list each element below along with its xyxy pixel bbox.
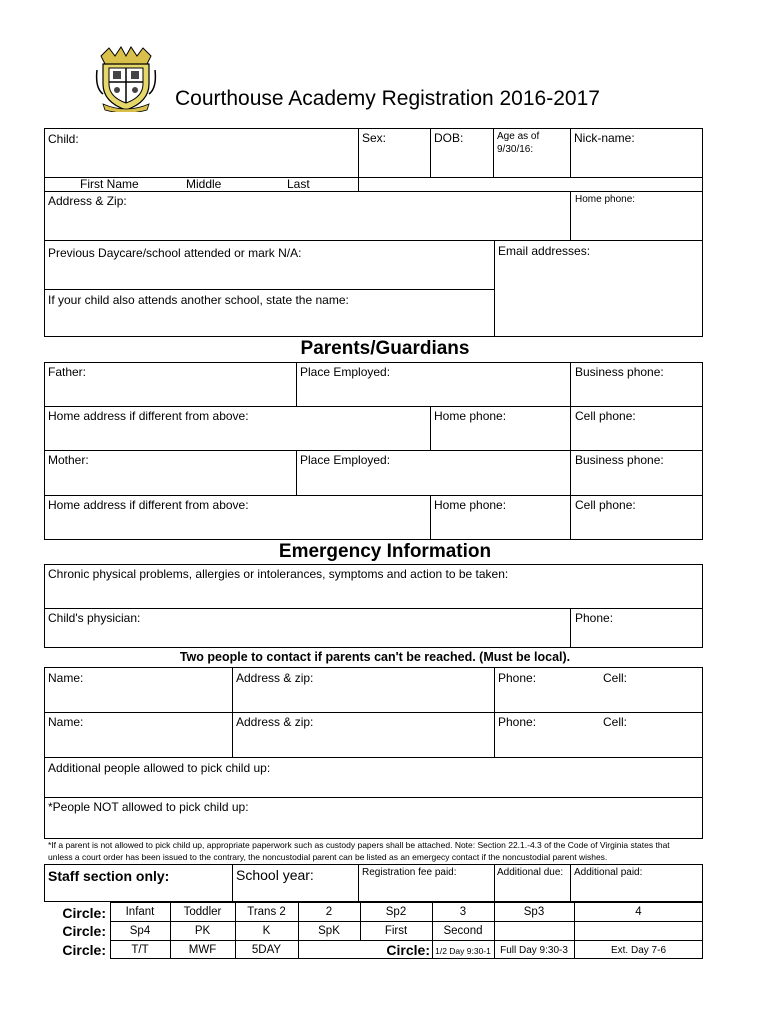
option-mwf[interactable]: MWF — [188, 944, 217, 956]
child-field[interactable]: Child: — [48, 132, 79, 146]
age-field-date: 9/30/16: — [497, 144, 534, 155]
father-home-phone-field[interactable]: Home phone: — [434, 409, 507, 423]
option-second[interactable]: Second — [443, 925, 483, 937]
chronic-problems-field[interactable]: Chronic physical problems, allergies or intolerances, symptoms and action to be taken: — [48, 567, 509, 581]
circle-label-schedule: Circle: — [386, 942, 430, 958]
mother-home-address-field[interactable]: Home address if different from above: — [48, 498, 249, 512]
contacts-heading: Two people to contact if parents can't be reached. (Must be local). — [179, 650, 571, 664]
mother-employer-field[interactable]: Place Employed: — [300, 453, 391, 467]
option-infant[interactable]: Infant — [125, 906, 155, 918]
contact1-cell-field[interactable]: Cell: — [603, 671, 628, 685]
mother-cell-phone-field[interactable]: Cell phone: — [575, 498, 636, 512]
option-k[interactable]: K — [262, 925, 271, 937]
option-pk[interactable]: PK — [194, 925, 211, 937]
additional-pickup-field[interactable]: Additional people allowed to pick child up: — [48, 761, 271, 775]
academy-crest — [95, 44, 157, 112]
mother-business-phone-field[interactable]: Business phone: — [575, 453, 664, 467]
email-field[interactable]: Email addresses: — [498, 244, 591, 258]
parents-heading: Parents/Guardians — [300, 338, 470, 359]
option-tt[interactable]: T/T — [131, 944, 149, 956]
page-title: Courthouse Academy Registration 2016-2017 — [175, 87, 600, 110]
contact1-address-field[interactable]: Address & zip: — [236, 671, 314, 685]
parents-section — [44, 362, 703, 540]
option-3[interactable]: 3 — [459, 906, 467, 918]
option-toddler[interactable]: Toddler — [183, 906, 222, 918]
option-full-day[interactable]: Full Day 9:30-3 — [500, 945, 568, 956]
contact1-phone-field[interactable]: Phone: — [498, 671, 537, 685]
option-spk[interactable]: SpK — [318, 925, 340, 937]
custody-note-line2: unless a court order has been issued to the contrary, the noncustodial parent can be listed as an emergecy contact if the noncustodial parent wishes. — [48, 852, 608, 862]
circle-label-row2: Circle: — [62, 923, 106, 939]
option-sp3[interactable]: Sp3 — [523, 906, 545, 918]
physician-phone-field[interactable]: Phone: — [575, 611, 614, 625]
option-ext-day[interactable]: Ext. Day 7-6 — [610, 945, 667, 956]
additional-paid-field[interactable]: Additional paid: — [574, 867, 643, 878]
contact2-phone-field[interactable]: Phone: — [498, 715, 537, 729]
sex-field[interactable]: Sex: — [362, 131, 387, 145]
home-phone-field[interactable]: Home phone: — [575, 194, 636, 205]
option-half-day[interactable]: 1/2 Day 9:30-1 — [435, 946, 491, 956]
father-field[interactable]: Father: — [48, 365, 87, 379]
father-employer-field[interactable]: Place Employed: — [300, 365, 391, 379]
contact1-name-field[interactable]: Name: — [48, 671, 84, 685]
registration-fee-field[interactable]: Registration fee paid: — [362, 867, 457, 878]
father-home-address-field[interactable]: Home address if different from above: — [48, 409, 249, 423]
nickname-field[interactable]: Nick-name: — [574, 131, 635, 145]
age-field-label[interactable]: Age as of — [497, 131, 540, 142]
staff-section-label: Staff section only: — [48, 868, 170, 884]
emergency-heading: Emergency Information — [278, 541, 492, 562]
school-year-field[interactable]: School year: — [236, 867, 314, 883]
option-sp4[interactable]: Sp4 — [129, 925, 151, 937]
option-4[interactable]: 4 — [635, 906, 642, 918]
circle-label-row1: Circle: — [62, 905, 106, 921]
additional-due-field[interactable]: Additional due: — [497, 867, 564, 878]
custody-note-line1: *If a parent is not allowed to pick child up, appropriate paperwork such as custody papers shall be attached. Note: Section 22.1.-4.3 of the Code of Virginia states that — [48, 840, 670, 850]
physician-field[interactable]: Child's physician: — [48, 611, 141, 625]
option-2[interactable]: 2 — [325, 906, 333, 918]
father-cell-phone-field[interactable]: Cell phone: — [575, 409, 636, 423]
address-field[interactable]: Address & Zip: — [48, 194, 127, 208]
middle-name-caption: Middle — [186, 177, 222, 191]
contact2-address-field[interactable]: Address & zip: — [236, 715, 314, 729]
not-allowed-pickup-field[interactable]: *People NOT allowed to pick child up: — [48, 800, 249, 814]
last-name-caption: Last — [287, 177, 310, 191]
contact2-name-field[interactable]: Name: — [48, 715, 84, 729]
father-business-phone-field[interactable]: Business phone: — [575, 365, 664, 379]
option-sp2[interactable]: Sp2 — [385, 906, 407, 918]
option-first[interactable]: First — [384, 925, 408, 937]
option-trans-2[interactable]: Trans 2 — [247, 906, 286, 918]
first-name-caption: First Name — [80, 177, 139, 191]
dob-field[interactable]: DOB: — [434, 131, 464, 145]
contact2-cell-field[interactable]: Cell: — [603, 715, 628, 729]
other-school-field[interactable]: If your child also attends another school, state the name: — [48, 293, 349, 307]
option-5day[interactable]: 5DAY — [251, 944, 282, 956]
circle-label-row3: Circle: — [62, 942, 106, 958]
mother-field[interactable]: Mother: — [48, 453, 89, 467]
mother-home-phone-field[interactable]: Home phone: — [434, 498, 507, 512]
previous-school-field[interactable]: Previous Daycare/school attended or mark N/A: — [48, 246, 302, 260]
